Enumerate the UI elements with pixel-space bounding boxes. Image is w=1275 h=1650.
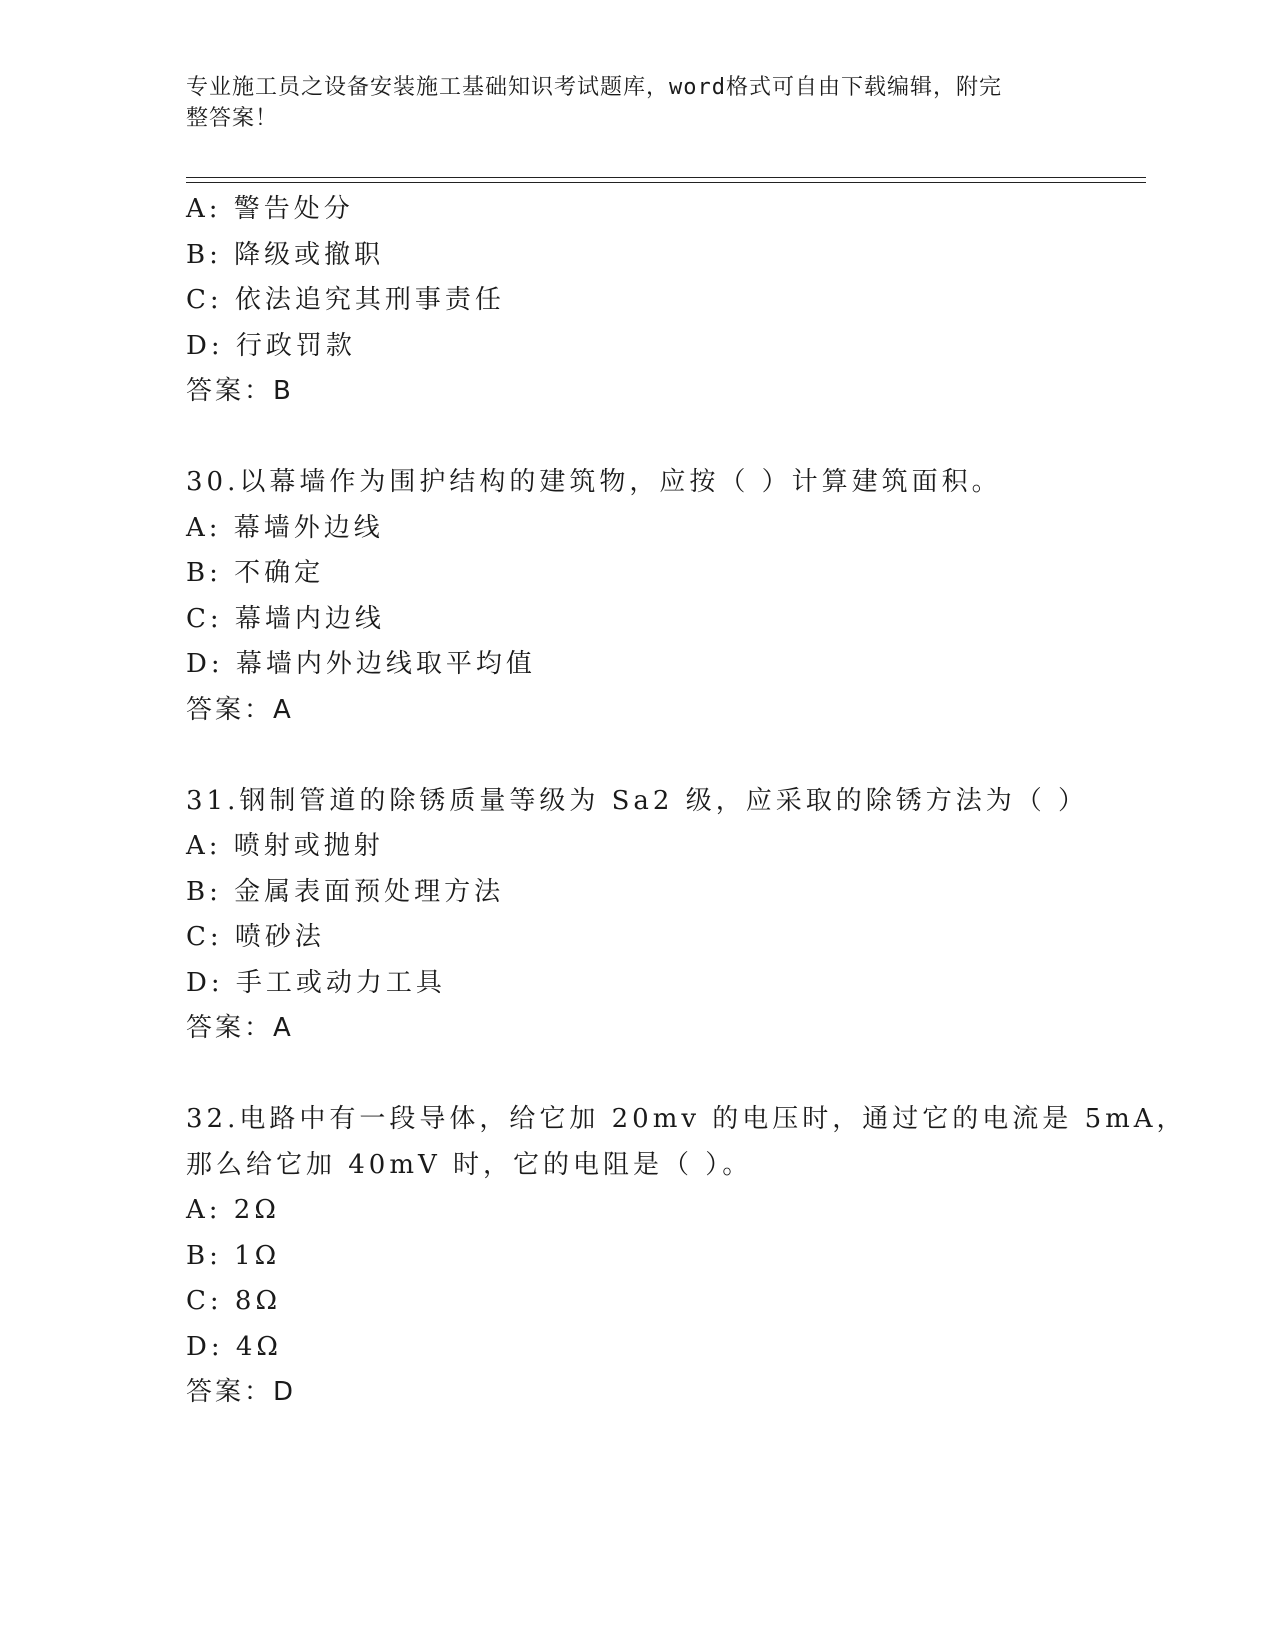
option-c: C: 幕墙内边线 xyxy=(186,603,385,634)
question-31 xyxy=(186,779,1086,1052)
answer-line: 答案：B xyxy=(186,376,294,406)
option-c: C: 依法追究其刑事责任 xyxy=(186,285,505,315)
question-stem: 30.以幕墙作为围护结构的建筑物，应按（ ）计算建筑面积。 xyxy=(186,467,1002,497)
option-a: A: 喷射或抛射 xyxy=(186,831,384,861)
answer-line: 答案：A xyxy=(186,1013,294,1043)
answer-line: 答案：D xyxy=(186,1377,297,1407)
option-a: A: 2Ω xyxy=(186,1195,280,1225)
header-divider-top xyxy=(186,177,1146,178)
option-a: A: 幕墙外边线 xyxy=(186,512,384,543)
question-stem-line-1: 32.电路中有一段导体，给它加 20mv 的电压时，通过它的电流是 5mA， xyxy=(186,1104,1187,1134)
header-line-1: 专业施工员之设备安装施工基础知识考试题库，word格式可自由下载编辑，附完 xyxy=(186,75,1002,100)
option-c: C: 喷砂法 xyxy=(186,922,325,952)
spacer xyxy=(186,1052,1086,1098)
question-stem: 31.钢制管道的除锈质量等级为 Sa2 级，应采取的除锈方法为（ ） xyxy=(186,785,1088,816)
option-b: B: 金属表面预处理方法 xyxy=(186,876,505,907)
option-d: D: 手工或动力工具 xyxy=(186,967,446,998)
spacer xyxy=(186,415,1086,461)
question-list xyxy=(186,187,1187,1416)
option-d: D: 4Ω xyxy=(186,1331,282,1362)
document-header xyxy=(186,72,1066,134)
question-32 xyxy=(186,1097,1187,1416)
answer-line: 答案：A xyxy=(186,694,294,725)
question-stem-line-2: 那么给它加 40mV 时，它的电阻是（ ）。 xyxy=(186,1149,753,1180)
spacer xyxy=(186,733,1086,779)
option-b: B: 不确定 xyxy=(186,558,325,588)
header-divider-bottom xyxy=(186,182,1146,183)
question-30 xyxy=(186,460,1086,733)
option-c: C: 8Ω xyxy=(186,1286,282,1316)
option-b: B: 降级或撤职 xyxy=(186,239,385,270)
option-b: B: 1Ω xyxy=(186,1240,281,1271)
option-d: D: 幕墙内外边线取平均值 xyxy=(186,649,536,679)
header-line-2: 整答案！ xyxy=(186,106,279,131)
option-a: A: 警告处分 xyxy=(186,194,354,224)
question-29-continuation xyxy=(186,187,1086,415)
option-d: D: 行政罚款 xyxy=(186,330,356,361)
